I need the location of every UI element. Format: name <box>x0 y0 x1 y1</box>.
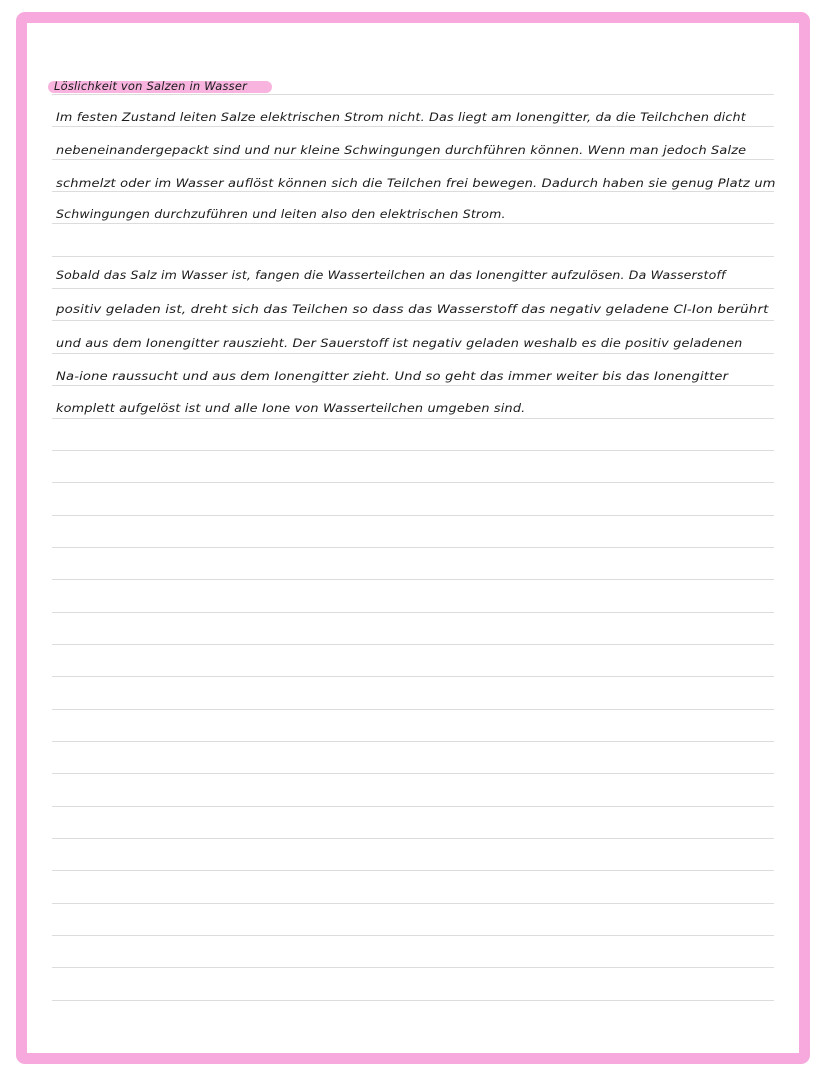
paragraph2-line-2: positiv geladen ist, dreht sich das Teilchen so dass das Wasserstoff das negativ geladene Cl-Ion berührt <box>56 303 769 316</box>
ruled-line <box>52 353 774 354</box>
ruled-line <box>52 256 774 257</box>
ruled-lines <box>52 0 774 1070</box>
ruled-line <box>52 288 774 289</box>
ruled-line <box>52 159 774 160</box>
ruled-line <box>52 903 774 904</box>
ruled-line <box>52 450 774 451</box>
ruled-line <box>52 676 774 677</box>
heading <box>48 78 248 94</box>
ruled-line <box>52 1000 774 1001</box>
ruled-line <box>52 806 774 807</box>
paragraph2-line-3: und aus dem Ionengitter rauszieht. Der Sauerstoff ist negativ geladen weshalb es die positiv geladenen <box>56 337 743 350</box>
paragraph2-line-5: komplett aufgelöst ist und alle Ione von Wasserteilchen umgeben sind. <box>56 402 526 415</box>
ruled-line <box>52 967 774 968</box>
paragraph1-line-2: nebeneinandergepackt sind und nur kleine Schwingungen durchführen können. Wenn man jedoch Salze <box>56 144 747 157</box>
ruled-line <box>52 94 774 95</box>
ruled-line <box>52 320 774 321</box>
ruled-line <box>52 515 774 516</box>
ruled-line <box>52 644 774 645</box>
ruled-line <box>52 612 774 613</box>
paragraph1-line-4: Schwingungen durchzuführen und leiten also den elektrischen Strom. <box>56 208 506 221</box>
ruled-line <box>52 385 774 386</box>
paragraph1-line-1: Im festen Zustand leiten Salze elektrischen Strom nicht. Das liegt am Ionengitter, da die Teilchchen dicht <box>56 111 746 124</box>
ruled-line <box>52 482 774 483</box>
ruled-line <box>52 126 774 127</box>
ruled-line <box>52 709 774 710</box>
ruled-line <box>52 579 774 580</box>
ruled-line <box>52 547 774 548</box>
ruled-line <box>52 741 774 742</box>
ruled-line <box>52 870 774 871</box>
paragraph2-line-4: Na-ione raussucht und aus dem Ionengitter zieht. Und so geht das immer weiter bis das Ionengitter <box>56 370 729 383</box>
ruled-line <box>52 838 774 839</box>
ruled-line <box>52 773 774 774</box>
paragraph2-line-1: Sobald das Salz im Wasser ist, fangen die Wasserteilchen an das Ionengitter aufzulösen. Da Wasserstoff <box>56 269 726 282</box>
heading-text: Löslichkeit von Salzen in Wasser <box>54 79 248 93</box>
ruled-line <box>52 418 774 419</box>
paragraph1-line-3: schmelzt oder im Wasser auflöst können sich die Teilchen frei bewegen. Dadurch haben sie genug Platz um <box>56 177 776 190</box>
ruled-line <box>52 935 774 936</box>
ruled-line <box>52 223 774 224</box>
